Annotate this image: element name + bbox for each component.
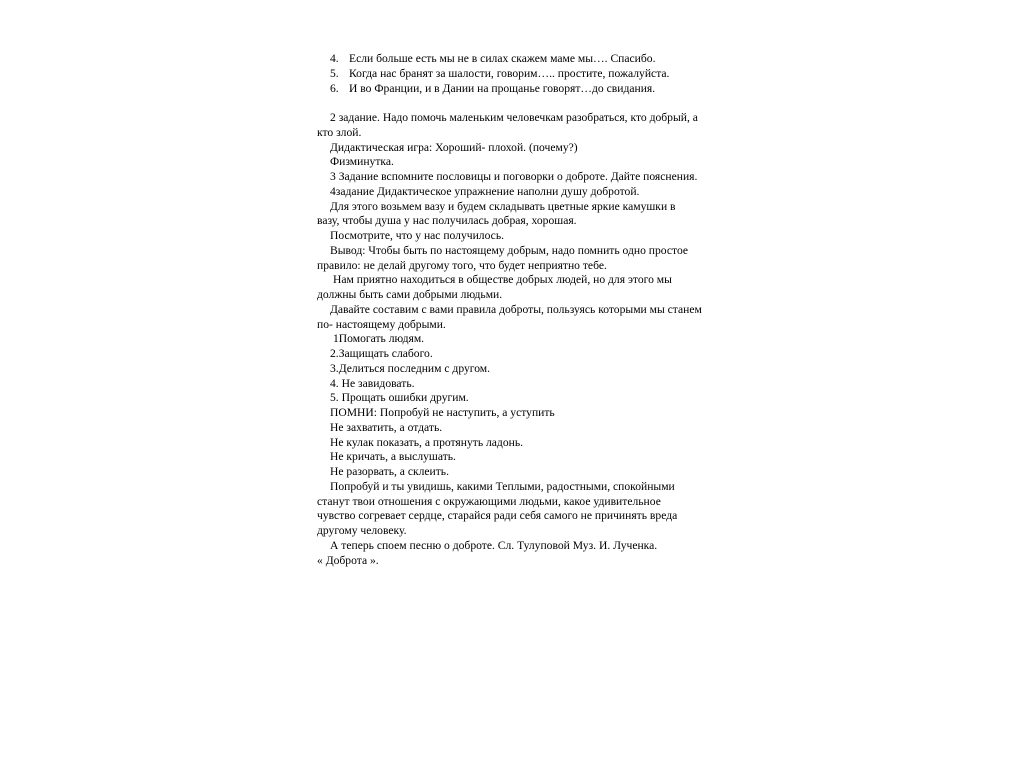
list-number: 5. [330,66,339,80]
paragraph-line: Не кулак показать, а протянуть ладонь. [330,435,524,449]
list-number: 6. [330,81,339,95]
paragraph-line: А теперь споем песню о доброте. Сл. Тулуповой Муз. И. Лученка. [330,538,658,552]
paragraph-line: чувство согревает сердце, старайся ради себя самого не причинять вреда [317,509,678,523]
paragraph-line: кто злой. [317,125,362,139]
blank-line [317,96,757,111]
list-item [317,52,757,67]
document-text [317,52,757,568]
paragraph-line: ПОМНИ: Попробуй не наступить, а уступить [330,406,555,419]
paragraph-line: станут твои отношения с окружающими людьми, какое удивительное [317,494,661,508]
list-item [317,67,757,82]
rule-item: 4. Не завидовать. [330,376,415,390]
paragraph-line: Посмотрите, что у нас получилось. [330,229,505,242]
paragraph-line: 2 задание. Надо помочь маленьким человечкам разобраться, кто добрый, а [330,111,698,124]
list-text: Когда нас бранят за шалости, говорим….. простите, пожалуйста. [349,66,670,80]
list-number: 4. [330,52,339,65]
paragraph-line: Нам приятно находиться в обществе добрых людей, но для этого мы [333,273,672,287]
rule-item: 5. Прощать ошибки другим. [330,391,469,405]
paragraph-line: вазу, чтобы душа у нас получилась добрая, хорошая. [317,214,577,228]
paragraph-line: Давайте составим с вами правила доброты, пользуясь которыми мы станем [330,302,702,316]
paragraph-line: по- настоящему добрыми. [317,317,446,331]
paragraph-line: Вывод: Чтобы быть по настоящему добрым, надо помнить одно простое [330,243,689,257]
paragraph-line: должны быть сами добрыми людьми. [317,288,503,301]
paragraph-line: Для этого возьмем вазу и будем складывать цветные яркие камушки в [330,199,676,213]
rule-item: 3.Делиться последним с другом. [330,361,491,375]
paragraph-line: Не разорвать, а склеить. [330,465,449,478]
rule-item: 1Помогать людям. [333,332,425,346]
paragraph-line: 4задание Дидактическое упражнение наполни душу добротой. [330,184,640,198]
paragraph-line: Физминутка. [330,155,394,169]
paragraph-line: Попробуй и ты увидишь, какими Теплыми, радостными, спокойными [330,479,675,493]
paragraph-line: Не кричать, а выслушать. [330,450,456,464]
paragraph-line: правило: не делай другому того, что будет неприятно тебе. [317,258,607,272]
rule-item: 2.Защищать слабого. [330,347,433,360]
list-text: И во Франции, и в Дании на прощанье говорят…до свидания. [349,81,656,95]
song-title: « Доброта ». [317,553,379,567]
list-text: Если больше есть мы не в силах скажем маме мы…. Спасибо. [349,52,656,65]
paragraph-line: Дидактическая игра: Хороший- плохой. (почему?) [330,140,578,154]
paragraph-line: Не захватить, а отдать. [330,420,443,434]
list-item [317,82,757,97]
paragraph-line: другому человеку. [317,524,407,537]
paragraph-line: 3 Задание вспомните пословицы и поговорки о доброте. Дайте пояснения. [330,170,698,183]
